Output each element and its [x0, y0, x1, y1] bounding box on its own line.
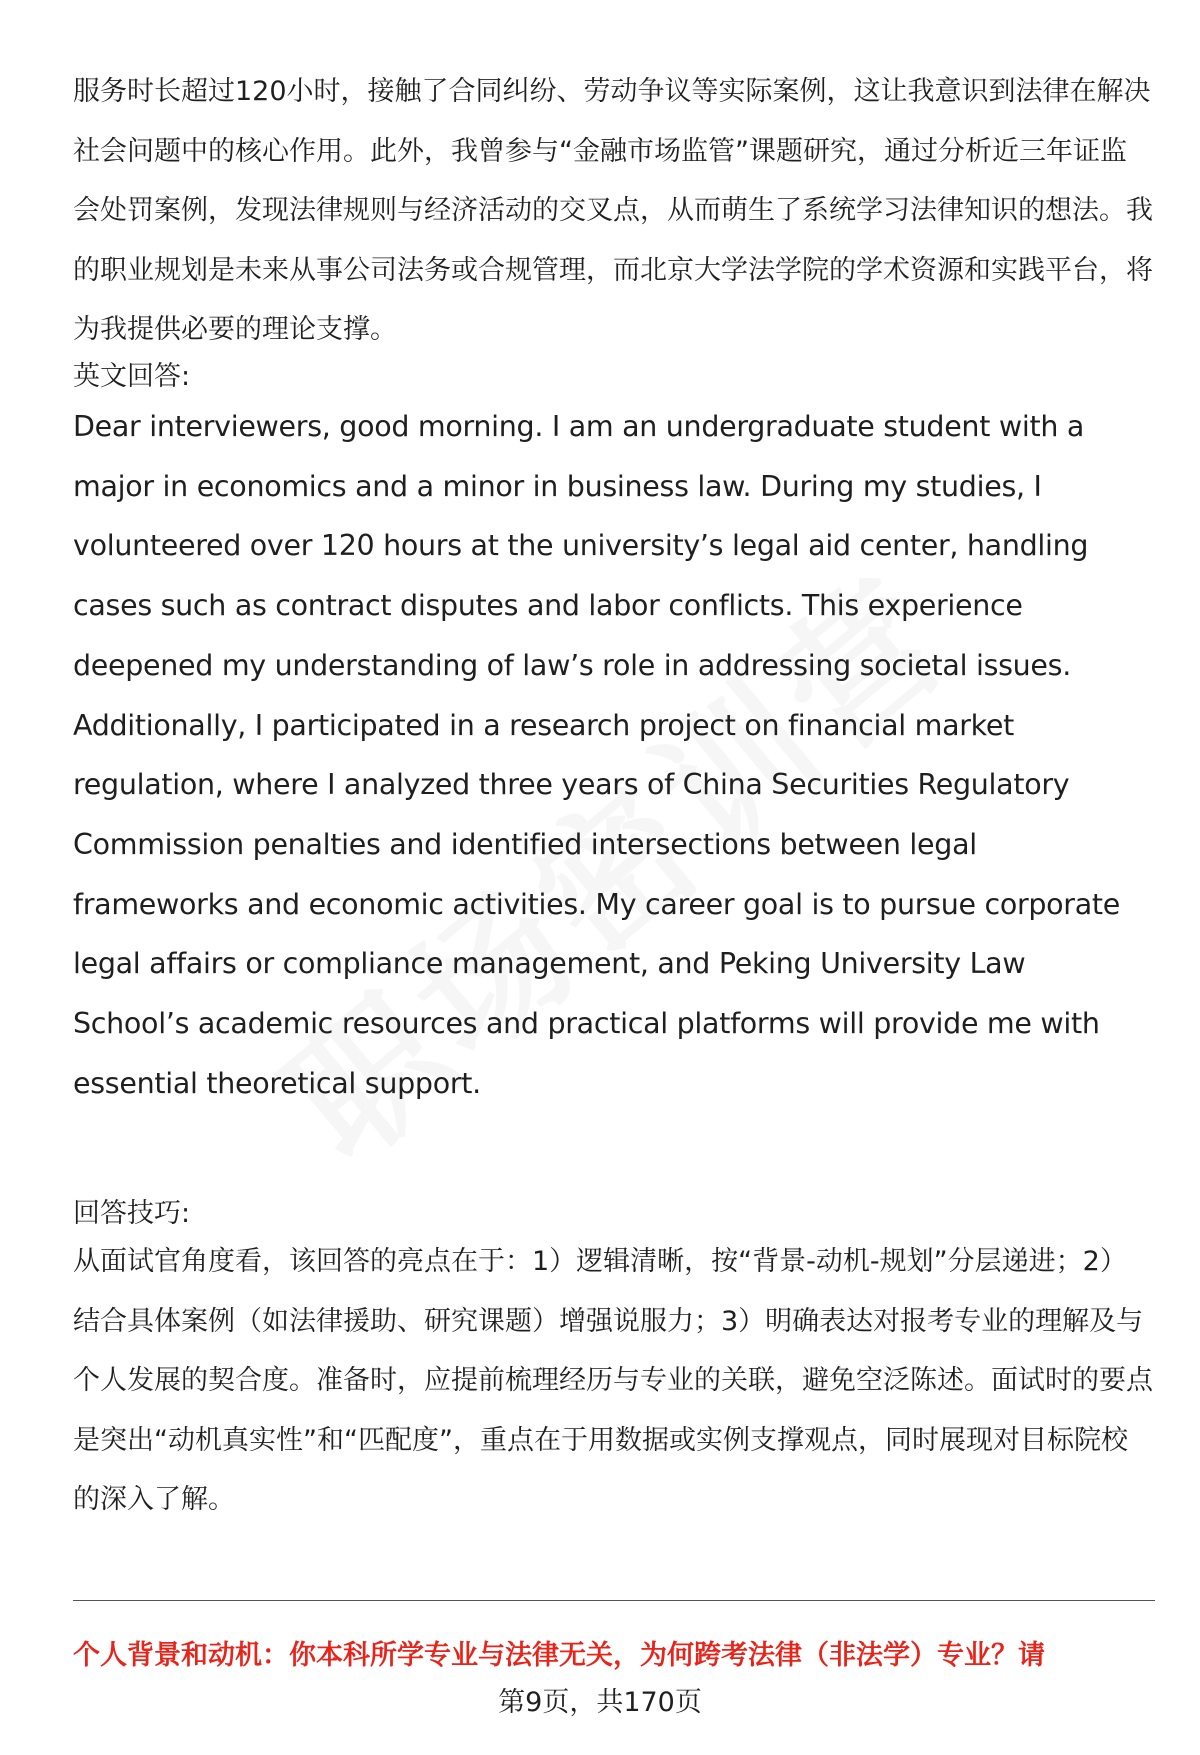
english-line: volunteered over 120 hours at the university’s legal aid center, handling: [73, 529, 1089, 563]
section-divider: [73, 1600, 1155, 1601]
english-line: legal affairs or compliance management, and Peking University Law: [73, 947, 1026, 981]
english-line: regulation, where I analyzed three years of China Securities Regulatory: [73, 768, 1070, 802]
english-line: deepened my understanding of law’s role in addressing societal issues.: [73, 648, 1071, 682]
intro-paragraph: 服务时长超过120小时，接触了合同纠纷、劳动争议等实际案例，这让我意识到法律在解决社会问题中的核心作用。此外，我曾参与“金融市场监管”课题研究，通过分析近三年证监会处罚案例，发现法律规则与经济活动的交叉点，从而萌生了系统学习法律知识的想法。我的职业规划是未来从事公司法务或合规管理，而北京大学法学院的学术资源和实践平台，将为我提供必要的理论支撑。: [73, 76, 1153, 345]
page-number: 第9页，共170页: [498, 1687, 702, 1718]
answer-tips-label: 回答技巧:: [73, 1198, 191, 1229]
english-answer-body: [73, 397, 1153, 1113]
english-answer-label: 英文回答:: [73, 361, 191, 392]
english-line: essential theoretical support.: [73, 1066, 481, 1100]
english-line: cases such as contract disputes and labor conflicts. This experience: [73, 589, 1023, 623]
english-line: School’s academic resources and practical platforms will provide me with: [73, 1007, 1100, 1041]
english-line: Additionally, I participated in a research project on financial market: [73, 708, 1014, 742]
english-line: Commission penalties and identified intersections between legal: [73, 827, 977, 861]
english-line: Dear interviewers, good morning. I am an undergraduate student with a: [73, 410, 1085, 443]
english-line: major in economics and a minor in business law. During my studies, I: [73, 469, 1042, 503]
english-line: frameworks and economic activities. My career goal is to pursue corporate: [73, 887, 1120, 921]
next-question-heading: 个人背景和动机：你本科所学专业与法律无关，为何跨考法律（非法学）专业？请: [73, 1640, 1045, 1671]
answer-tips-body: 从面试官角度看，该回答的亮点在于：1）逻辑清晰，按“背景-动机-规划”分层递进；2）结合具体案例（如法律援助、研究课题）增强说服力；3）明确表达对报考专业的理解及与个人发展的契合度。准备时，应提前梳理经历与专业的关联，避免空泛陈述。面试时的要点是突出“动机真实性”和“匹配度”，重点在于用数据或实例支撑观点，同时展现对目标院校的深入了解。: [73, 1246, 1153, 1515]
